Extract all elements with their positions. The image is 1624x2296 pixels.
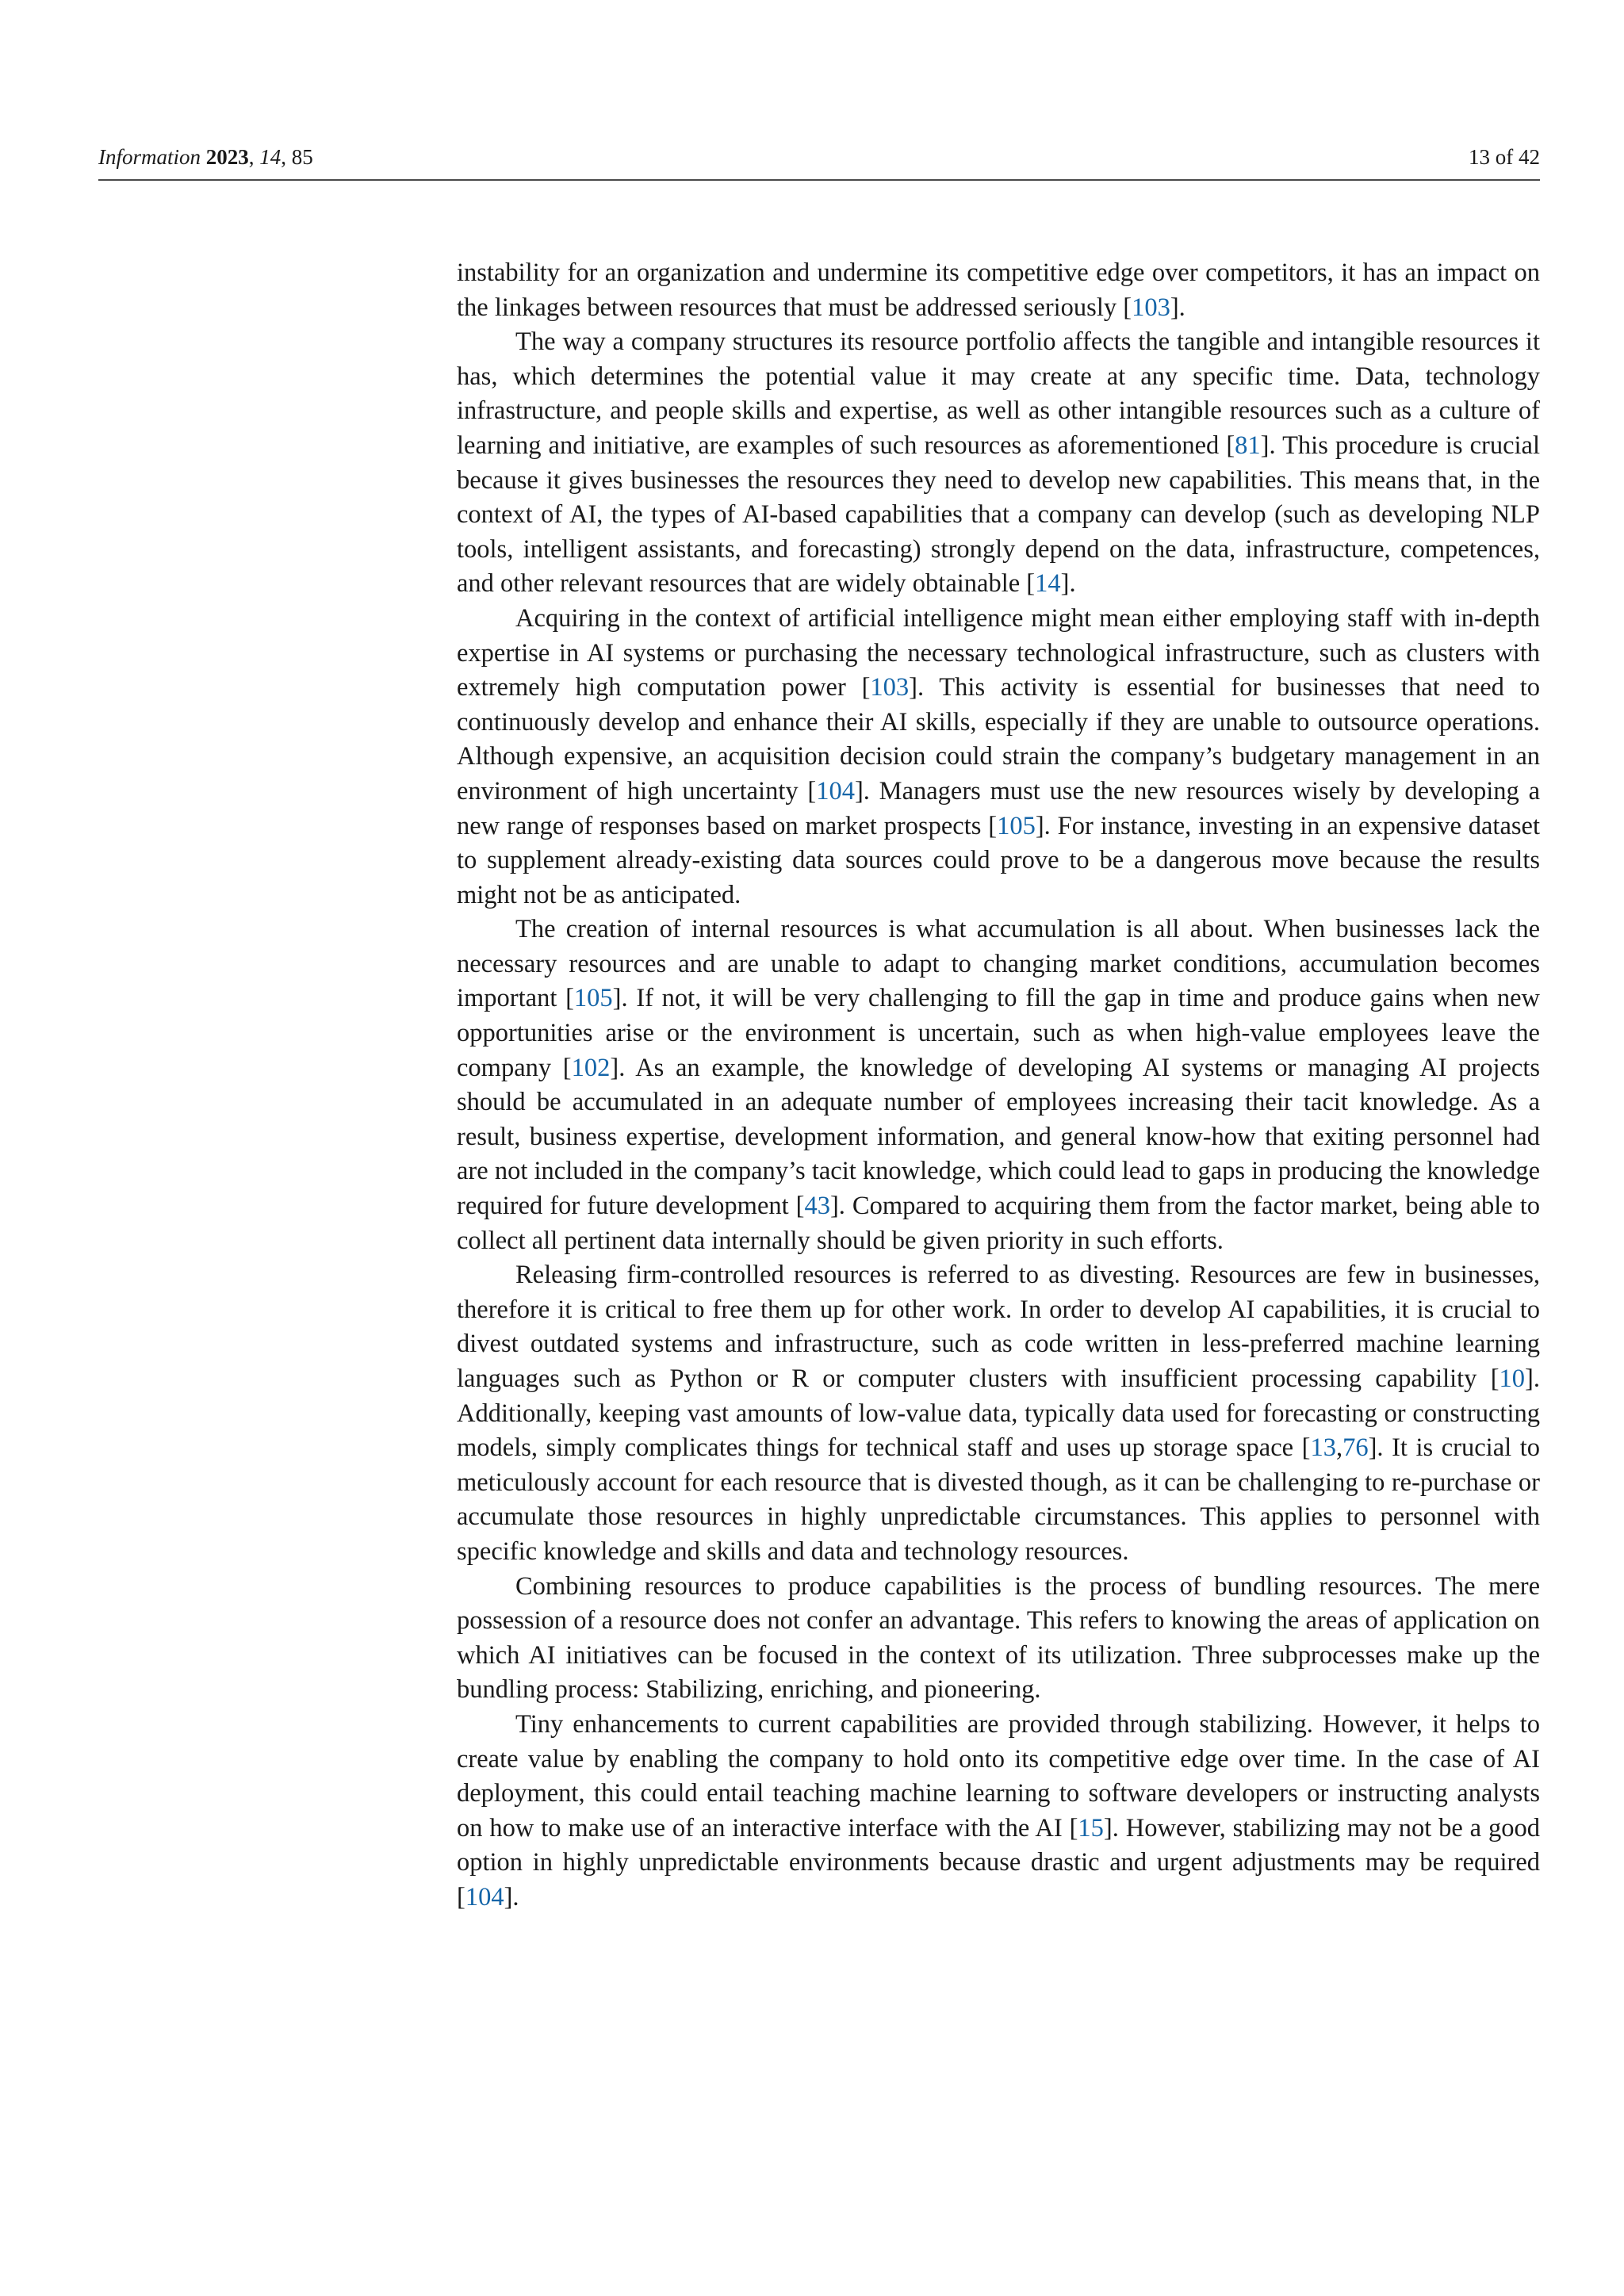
paragraph-text: ]. However, stabilizing may not be a good option in highly unpredictable environments because drastic and urgent adjustments may be required [	[457, 1813, 1540, 1911]
paragraph-text: ]. Managers must use the new resources wisely by developing a new range of responses based on market prospects [	[457, 776, 1541, 840]
paragraph-text: Combining resources to produce capabilities is the process of bundling resources. The mere possession of a resource does not confer an advantage. This refers to knowing the areas of application on which AI initiatives can be focused in the context of its utilization. Three subprocesses make up the bundling process: Stabilizing, enriching, and pioneering.	[457, 1571, 1540, 1705]
paragraph-text: The creation of internal resources is what accumulation is all about. When businesses lack the necessary resources and are unable to adapt to changing market conditions, accumulation becomes important [	[457, 915, 1540, 1013]
citation-link[interactable]: 81	[1235, 430, 1261, 460]
paragraph-text: ].	[504, 1882, 519, 1911]
page-number: 13 of 42	[1469, 145, 1540, 169]
paragraph	[457, 325, 1540, 602]
paragraph-text: ].	[1170, 293, 1185, 322]
citation-link[interactable]: 105	[573, 984, 613, 1013]
paragraph-text: ]. This activity is essential for businesses that need to continuously develop and enhance their AI skills, especially if they are unable to outsource operations. Although expensive, an acquisition decision could strain the company’s budgetary management in an environment of high uncertainty [	[457, 673, 1540, 806]
paragraph	[457, 1258, 1540, 1569]
paragraph	[457, 1708, 1540, 1915]
paragraph-text: ]. It is crucial to meticulously account for each resource that is divested though, as it can be challenging to re-purchase or accumulate those resources in highly unpredictable circumstances. This applies to personnel with specific knowledge and skills and data and technology resources.	[457, 1433, 1540, 1566]
paragraph-text: ].	[1060, 569, 1076, 599]
paragraph	[457, 256, 1540, 325]
citation-link[interactable]: 14	[1035, 569, 1061, 599]
citation-link[interactable]: 13	[1310, 1433, 1336, 1463]
citation-link[interactable]: 103	[1132, 293, 1170, 322]
paragraph-text: ]. This procedure is crucial because it gives businesses the resources they need to develop new capabilities. This means that, in the context of AI, the types of AI-based capabilities that a company can develop (such as developing NLP tools, intelligent assistants, and forecasting) strongly depend on the data, infrastructure, competences, and other relevant resources that are widely obtainable [	[457, 430, 1540, 599]
journal-citation: Information 2023, 14, 85	[98, 145, 313, 169]
journal-year: 2023	[205, 145, 249, 169]
article-number: 85	[291, 145, 313, 169]
paragraph-text: instability for an organization and undermine its competitive edge over competitors, it has an impact on the linkages between resources that must be addressed seriously [	[457, 258, 1540, 322]
citation-link[interactable]: 105	[997, 811, 1036, 840]
paragraph-text: Acquiring in the context of artificial intelligence might mean either employing staff with in-depth expertise in AI systems or purchasing the necessary technological infrastructure, such as clusters with extremely high computation power [	[457, 603, 1540, 702]
journal-volume: 14	[259, 145, 282, 169]
paragraph-text: Tiny enhancements to current capabilities are provided through stabilizing. However, it helps to create value by enabling the company to hold onto its competitive edge over time. In the case of AI deployment, this could entail teaching machine learning to software developers or instructing analysts on how to make use of an interactive interface with the AI [	[457, 1709, 1540, 1843]
body-text	[457, 256, 1540, 1915]
citation-link[interactable]: 76	[1342, 1433, 1369, 1463]
paragraph-text: ]. For instance, investing in an expensive dataset to supplement already-existing data sources could prove to be a dangerous move because the results might not be as anticipated.	[457, 811, 1540, 909]
paragraph-text: ,	[1335, 1433, 1343, 1463]
paragraph	[457, 1570, 1540, 1708]
paragraph-text: Releasing firm-controlled resources is referred to as divesting. Resources are few in businesses, therefore it is critical to free them up for other work. In order to develop AI capabilities, it is crucial to divest outdated systems and infrastructure, such as code written in less-preferred machine learning languages such as Python or R or computer clusters with insufficient processing capability [	[457, 1261, 1540, 1393]
paragraph	[457, 913, 1540, 1258]
paragraph-text: ]. Compared to acquiring them from the factor market, being able to collect all pertinent data internally should be given priority in such efforts.	[457, 1192, 1540, 1255]
paragraph-text: The way a company structures its resource portfolio affects the tangible and intangible resources it has, which determines the potential value it may create at any specific time. Data, technology infrastructure, and people skills and expertise, as well as other intangible resources such as a culture of learning and initiative, are examples of such resources as aforementioned [	[457, 327, 1540, 460]
journal-name: Information	[98, 145, 201, 169]
citation-link[interactable]: 10	[1499, 1364, 1526, 1393]
page-header	[98, 141, 1540, 181]
paragraph-text: ]. As an example, the knowledge of developing AI systems or managing AI projects should be accumulated in an adequate number of employees increasing their tacit knowledge. As a result, business expertise, development information, and general know-how that exiting personnel had are not included in the company’s tacit knowledge, which could lead to gaps in producing the knowledge required for future development [	[457, 1053, 1541, 1221]
paragraph	[457, 602, 1540, 913]
citation-link[interactable]: 104	[465, 1882, 504, 1911]
paragraph-text: ]. If not, it will be very challenging to fill the gap in time and produce gains when new opportunities arise or the environment is uncertain, such as when high-value employees leave the company [	[457, 984, 1540, 1082]
citation-link[interactable]: 15	[1078, 1813, 1104, 1843]
citation-link[interactable]: 104	[816, 776, 855, 806]
citation-link[interactable]: 103	[870, 673, 910, 702]
citation-link[interactable]: 43	[804, 1192, 830, 1221]
citation-link[interactable]: 102	[571, 1053, 611, 1082]
paragraph-text: ]. Additionally, keeping vast amounts of low-value data, typically data used for forecasting or constructing models, simply complicates things for technical staff and uses up storage space [	[457, 1364, 1540, 1463]
